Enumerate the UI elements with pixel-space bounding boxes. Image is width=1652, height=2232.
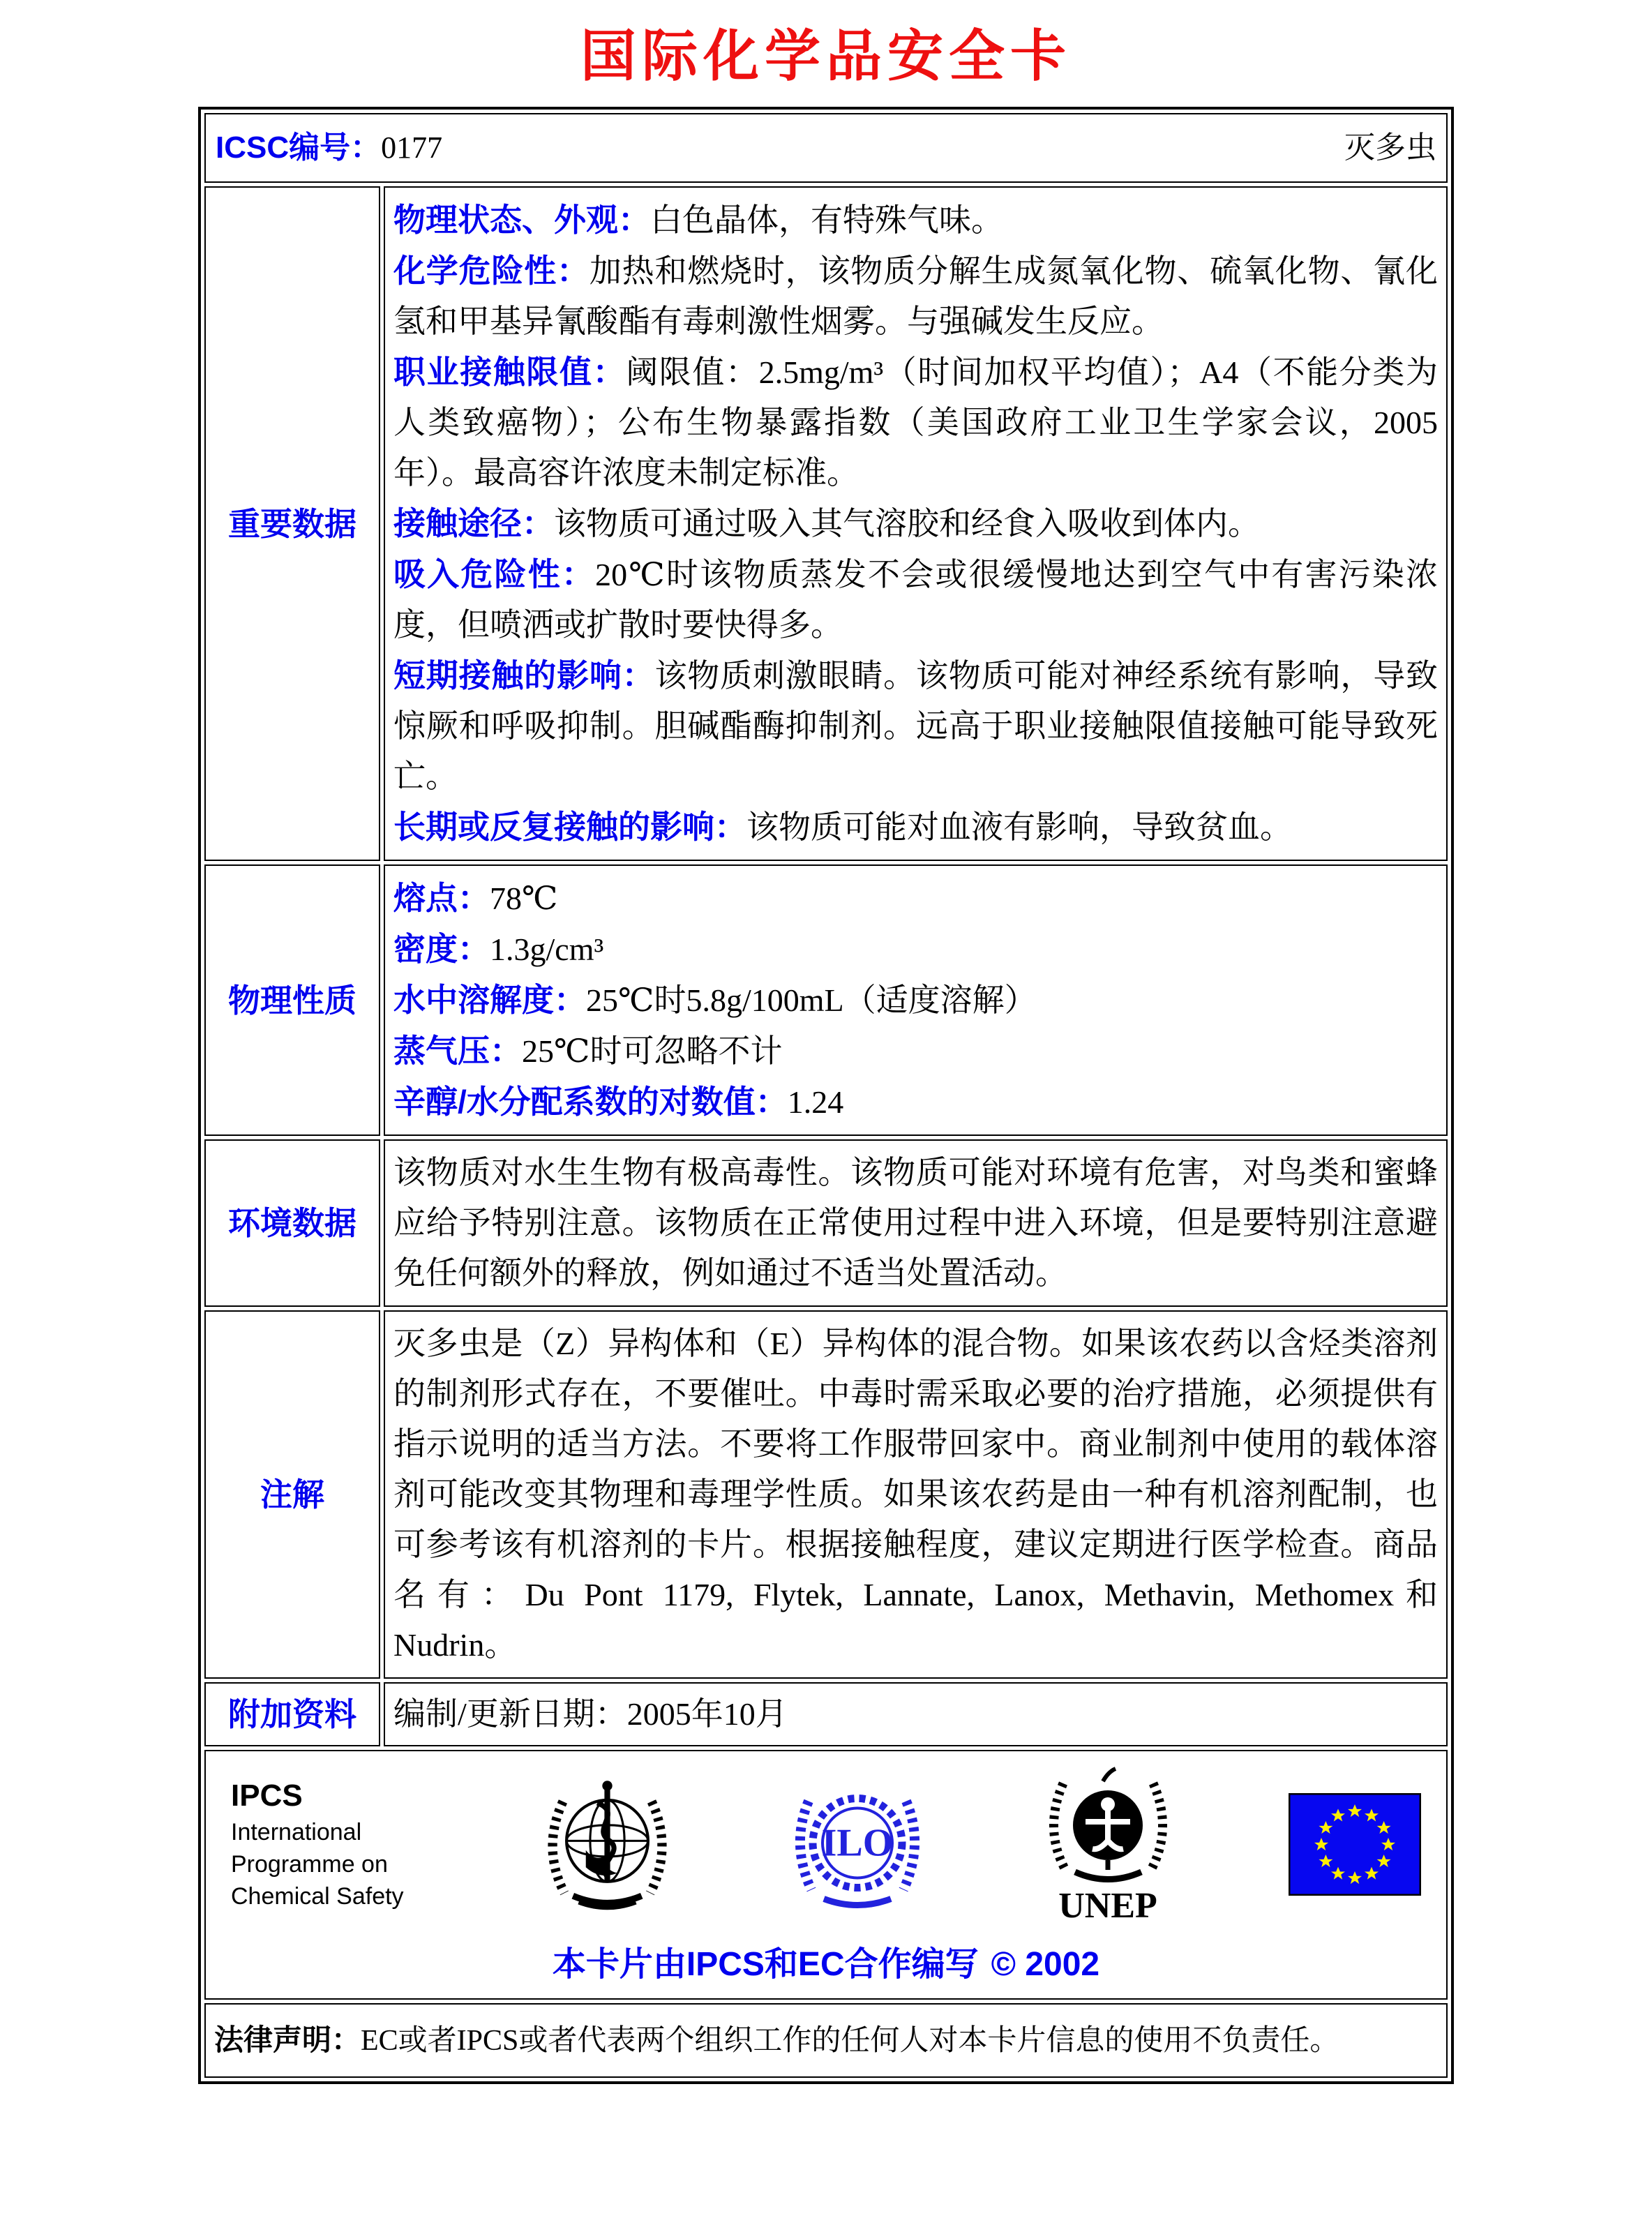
important-data-list (393, 195, 1438, 853)
property-line (393, 975, 1438, 1026)
property-line-value: 1.3g/cm³ (490, 931, 604, 967)
environment-data-row (204, 1139, 1448, 1307)
ipcs-line-2: Programme on (231, 1851, 388, 1878)
additional-info-content: 编制/更新日期：2005年10月 (384, 1682, 1448, 1746)
ipcs-line-3: Chemical Safety (231, 1883, 404, 1910)
section-label-additional: 附加资料 (204, 1682, 380, 1746)
section-label-physical: 物理性质 (204, 864, 380, 1136)
property-line-label: 密度： (393, 931, 490, 967)
icsc-number-group (216, 127, 442, 169)
ipcs-line-1: International (231, 1819, 362, 1845)
data-line (393, 802, 1438, 853)
copyright-text: © 2002 (991, 1946, 1100, 1983)
property-line-value: 25℃时可忽略不计 (522, 1033, 783, 1069)
logos-row (204, 1750, 1448, 2000)
property-line (393, 873, 1438, 924)
property-line-label: 水中溶解度： (393, 982, 586, 1018)
legal-text: EC或者IPCS或者代表两个组织工作的任何人对本卡片信息的使用不负责任。 (361, 2025, 1339, 2057)
header-row (204, 113, 1448, 183)
data-line (393, 195, 1438, 246)
ipcs-text-block (231, 1776, 426, 1912)
ilo-logo-icon (788, 1773, 927, 1916)
svg-text:UNEP: UNEP (1058, 1886, 1157, 1924)
section-label-notes: 注解 (204, 1310, 380, 1679)
important-data-row (204, 186, 1448, 861)
data-line-value: 该物质可通过吸入其气溶胶和经食入吸收到体内。 (554, 506, 1260, 541)
data-line-label: 化学危险性： (393, 253, 590, 289)
property-line-value: 25℃时5.8g/100mL（适度溶解） (586, 982, 1037, 1018)
who-logo-icon (536, 1773, 679, 1916)
data-line (393, 498, 1438, 549)
physical-properties-content (384, 864, 1448, 1136)
eu-flag-icon (1289, 1793, 1421, 1896)
data-line-label: 短期接触的影响： (393, 657, 655, 694)
property-line-label: 辛醇/水分配系数的对数值： (393, 1084, 788, 1120)
additional-info-row (204, 1682, 1448, 1746)
unep-logo-icon (1037, 1764, 1180, 1924)
data-line (393, 347, 1438, 498)
legal-cell (204, 2003, 1448, 2078)
data-line (393, 650, 1438, 802)
property-line (393, 1077, 1438, 1128)
logos-cell (204, 1750, 1448, 2000)
property-line-value: 78℃ (490, 881, 558, 916)
environment-data-content (384, 1139, 1448, 1307)
legal-label: 法律声明： (214, 2023, 361, 2056)
property-line-label: 熔点： (393, 880, 490, 916)
data-line-label: 接触途径： (393, 505, 554, 541)
icsc-number-label: ICSC编号： (216, 130, 382, 165)
data-line-value: 加热和燃烧时，该物质分解生成氮氧化物、硫氧化物、氰化氢和甲基异氰酸酯有毒刺激性烟雾。与强碱发生反应。 (393, 253, 1439, 339)
data-line-value: 该物质刺激眼睛。该物质可能对神经系统有影响，导致惊厥和呼吸抑制。胆碱酯酶抑制剂。远高于职业接触限值接触可能导致死亡。 (393, 658, 1439, 794)
data-line-value: 白色晶体，有特殊气味。 (650, 202, 1003, 238)
legal-row (204, 2003, 1448, 2078)
header-cell (204, 113, 1448, 183)
icsc-number-value: 0177 (381, 130, 443, 165)
notes-row (204, 1310, 1448, 1679)
data-line-label: 长期或反复接触的影响： (393, 809, 746, 845)
data-line-label: 吸入危险性： (393, 556, 596, 592)
icsc-card-page (0, 11, 1652, 2232)
property-line-value: 1.24 (787, 1084, 844, 1120)
icsc-card-table (198, 107, 1454, 2084)
notes-content (384, 1310, 1448, 1679)
physical-properties-row (204, 864, 1448, 1136)
chemical-name: 灭多虫 (1344, 130, 1436, 165)
data-line-value: 20℃时该物质蒸发不会或很缓慢地达到空气中有害污染浓度，但喷洒或扩散时要快得多。 (393, 557, 1438, 643)
data-line-value: 该物质可能对血液有影响，导致贫血。 (746, 809, 1292, 845)
ipcs-title: IPCS (231, 1778, 303, 1813)
property-line-label: 蒸气压： (393, 1033, 522, 1069)
physical-properties-list (393, 873, 1438, 1128)
environment-text: 该物质对水生生物有极高毒性。该物质可能对环境有危害，对鸟类和蜜蜂应给予特别注意。该物质在正常使用过程中进入环境，但是要特别注意避免任何额外的释放，例如通过不适当处置活动。 (393, 1155, 1438, 1291)
data-line-label: 物理状态、外观： (393, 202, 650, 238)
data-line (393, 246, 1438, 347)
credit-line (220, 1944, 1432, 1986)
data-line-label: 职业接触限值： (393, 354, 626, 390)
data-line-value: 阈限值：2.5mg/m³（时间加权平均值）；A4（不能分类为人类致癌物）；公布生物暴露指数（美国政府工业卫生学家会议，2005年）。最高容许浓度未制定标准。 (393, 354, 1438, 490)
important-data-content (384, 186, 1448, 861)
page-title: 国际化学品安全卡 (580, 23, 1072, 89)
svg-text:ILO: ILO (821, 1821, 894, 1864)
property-line (393, 924, 1438, 975)
notes-text: 灭多虫是（Z）异构体和（E）异构体的混合物。如果该农药以含烃类溶剂的制剂形式存在，不要催吐。中毒时需采取必要的治疗措施，必须提供有指示说明的适当方法。不要将工作服带回家中。商业制剂中使用的载体溶剂可能改变其物理和毒理学性质。如果该农药是由一种有机溶剂配制，也可参考该有机溶剂的卡片。根据接触程度，建议定期进行医学检查。商品名有：Du Pont 1179, Flytek, Lannate, Lanox, Methavin, Methomex和 Nudrin。 (393, 1326, 1438, 1663)
section-label-environment: 环境数据 (204, 1139, 380, 1307)
property-line (393, 1026, 1438, 1077)
data-line (393, 549, 1438, 650)
credit-text: 本卡片由IPCS和EC合作编写 (552, 1946, 979, 1983)
section-label-important: 重要数据 (204, 186, 380, 861)
